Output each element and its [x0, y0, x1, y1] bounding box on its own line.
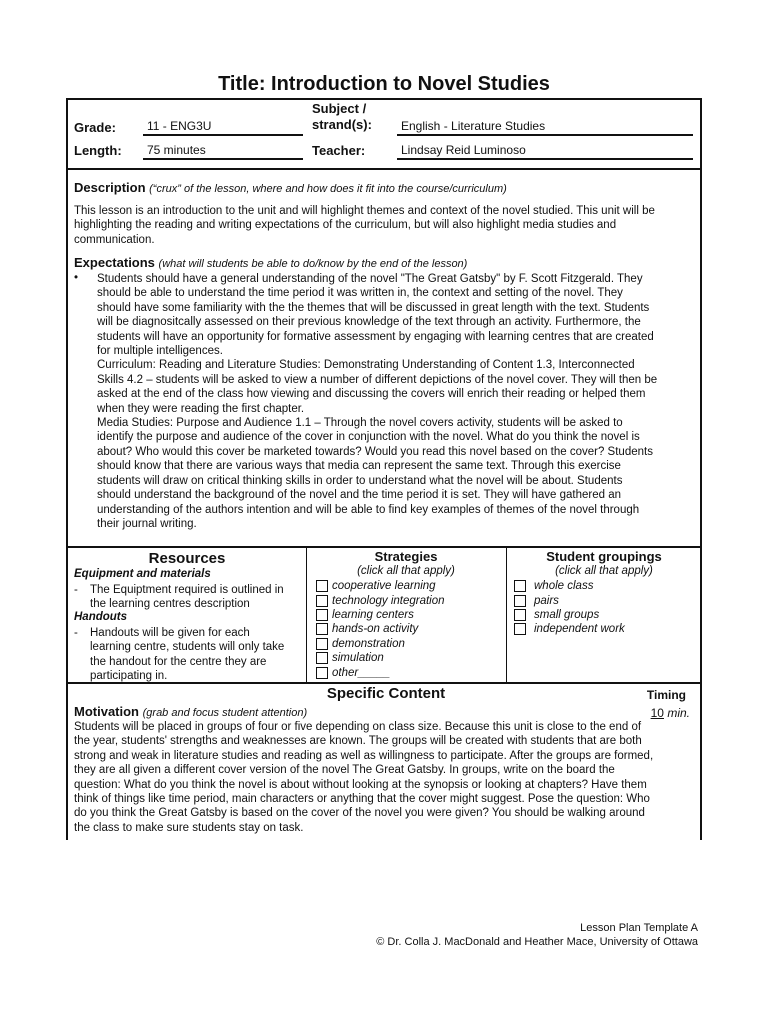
grouping-label: independent work [534, 623, 625, 636]
grade-label: Grade: [74, 120, 116, 135]
subject-field[interactable]: English - Literature Studies [397, 119, 693, 136]
motivation-line: do you think the Great Gatsby is based on the cover of the novel you were given? You should be walking around [74, 807, 645, 820]
strategies-list [316, 579, 445, 680]
expectations-line: Students should have a general understanding of the novel "The Great Gatsby" by F. Scott Fitzgerald. They [97, 273, 643, 285]
expectations-line: Curriculum: Reading and Literature Studies: Demonstrating Understanding of Content 1.3, Interconnected [97, 359, 635, 372]
grouping-label: pairs [534, 594, 559, 607]
motivation-line: question: What do you think the novel is about without looking at the synopsis or looking at chapters? Have them [74, 778, 647, 791]
motivation-line: strong and weak in literature studies and reading as well as willingness to participate. After the groups are formed, [74, 749, 654, 762]
strategy-option[interactable] [316, 651, 445, 665]
subject-label-line2: strand(s): [312, 117, 372, 132]
checkbox[interactable] [514, 623, 526, 635]
description-title: Description [74, 180, 146, 195]
checkbox[interactable] [316, 623, 328, 635]
strategy-label: learning centers [332, 608, 414, 621]
handouts-dash: - [74, 627, 78, 639]
description-line: highlighting the reading and writing expectations of the curriculum, but will also highlight media studies and [74, 219, 617, 232]
subject-label-line1: Subject / [312, 101, 367, 116]
timing-unit: min. [667, 706, 690, 720]
strategy-label: technology integration [332, 594, 445, 607]
footer-template-name: Lesson Plan Template A [580, 922, 698, 934]
motivation-line: Students will be placed in groups of four or five depending on class size. Because this unit is close to the end of [74, 721, 642, 733]
motivation-line: they are all given a different cover version of the novel The Great Gatsby. In groups, write on the board the [74, 764, 615, 777]
expectations-line: Media Studies: Purpose and Audience 1.1 – Through the novel covers activity, students will be asked to [97, 417, 623, 430]
groupings-list [514, 579, 625, 637]
specific-content-heading: Specific Content [326, 685, 446, 702]
expectations-line: students will have an opportunity for formative assessment by engaging with learning centres that are created [97, 330, 654, 343]
page-title: Title: Introduction to Novel Studies [218, 73, 550, 95]
motivation-title: Motivation [74, 704, 139, 719]
strategy-label: cooperative learning [332, 580, 436, 593]
motivation-note: (grab and focus student attention) [142, 707, 308, 719]
strategy-option[interactable] [316, 637, 445, 651]
handouts-heading: Handouts [74, 611, 128, 623]
length-label: Length: [74, 143, 122, 158]
strategy-option[interactable] [316, 608, 445, 622]
checkbox[interactable] [316, 638, 328, 650]
strategy-label: hands-on activity [332, 623, 419, 636]
expectations-line: understanding of the authors intention and will be able to find key examples of themes of the novel through [97, 503, 640, 516]
handouts-line: the handout for the centre they are [90, 655, 267, 668]
teacher-label: Teacher: [312, 143, 366, 158]
groupings-heading: Student groupings [546, 549, 662, 564]
length-field[interactable]: 75 minutes [143, 143, 303, 160]
strategy-option[interactable] [316, 622, 445, 636]
expectations-line: Skills 4.2 – students will be asked to view a number of different depictions of the novel cover. They will then be [97, 373, 658, 386]
expectations-divider [68, 546, 700, 548]
motivation-text [74, 720, 702, 835]
expectations-line: students will draw on critical thinking skills in order to understand what the novel will be about. Students [97, 474, 623, 487]
expectations-line: when they were reading the first chapter. [97, 402, 305, 415]
timing-value-group [651, 706, 690, 720]
strategies-subheading: (click all that apply) [357, 565, 455, 577]
strategy-label: simulation [332, 652, 384, 665]
description-note: (“crux” of the lesson, where and how does it fit into the course/curriculum) [149, 183, 507, 195]
strategy-option[interactable] [316, 579, 445, 593]
checkbox[interactable] [514, 595, 526, 607]
footer-copyright: © Dr. Colla J. MacDonald and Heather Mace, University of Ottawa [376, 936, 698, 948]
checkbox[interactable] [316, 667, 328, 679]
grouping-option[interactable] [514, 608, 625, 622]
motivation-line: think of things like time period, main characters or anything that the cover might suggest. Pose the question: Who [74, 793, 650, 806]
grouping-option[interactable] [514, 622, 625, 636]
handouts-line: participating in. [90, 670, 168, 683]
expectations-line: asked at the end of the class how viewing and discussing the covers will enrich their reading or helped them [97, 388, 646, 401]
checkbox[interactable] [514, 580, 526, 592]
handouts-line: learning centre, students will only take [90, 641, 285, 654]
header-divider [68, 168, 700, 170]
lesson-plan-frame [66, 98, 702, 840]
description-heading [74, 180, 507, 195]
expectations-line: should understand the background of the novel and the time period it is set. They will have gathered an [97, 489, 622, 502]
timing-label: Timing [646, 688, 686, 702]
columns-divider [68, 682, 700, 684]
teacher-field[interactable]: Lindsay Reid Luminoso [397, 143, 693, 160]
grade-field[interactable]: 11 - ENG3U [143, 119, 303, 136]
motivation-heading [74, 704, 307, 719]
strategies-heading: Strategies [374, 549, 438, 564]
description-line: communication. [74, 233, 155, 246]
timing-value[interactable]: 10 [650, 706, 664, 720]
expectations-bullet: • [74, 272, 79, 284]
expectations-line: should have some familiarity with the the themes that will be discussed in great length with the text. Students [97, 301, 650, 314]
grouping-option[interactable] [514, 593, 625, 607]
expectations-text [97, 272, 701, 531]
expectations-line: will be diagnositcally assessed on their previous knowledge of the text through an activity. Furthermore, the [97, 316, 641, 329]
expectations-line: should know that there are various ways that media can represent the same text. Through this exercise [97, 460, 621, 473]
expectations-line: identify the purpose and audience of the cover in conjunction with the novel. What do you think the novel is [97, 431, 640, 444]
expectations-note: (what will students be able to do/know by the end of the lesson) [158, 258, 468, 270]
groupings-subheading: (click all that apply) [555, 565, 653, 577]
checkbox[interactable] [514, 609, 526, 621]
equipment-text [90, 583, 302, 612]
strategy-option[interactable] [316, 593, 445, 607]
description-text [74, 204, 700, 247]
expectations-line: their journal writing. [97, 517, 197, 530]
equipment-dash: - [74, 584, 78, 596]
equipment-line: The Equiptment required is outlined in [90, 584, 284, 596]
expectations-title: Expectations [74, 255, 155, 270]
strategy-option[interactable] [316, 665, 445, 679]
resources-heading: Resources [148, 550, 226, 567]
expectations-line: about? Who would this cover be marketed towards? Would you read this novel based on the cover? Students [97, 445, 653, 458]
handouts-line: Handouts will be given for each [90, 627, 250, 639]
strategy-label: demonstration [332, 637, 405, 650]
grouping-option[interactable] [514, 579, 625, 593]
equipment-line: the learning centres description [90, 598, 250, 611]
checkbox[interactable] [316, 609, 328, 621]
description-line: This lesson is an introduction to the unit and will highlight themes and context of the novel studied. This unit will be [74, 205, 655, 217]
handouts-text [90, 626, 302, 684]
motivation-line: the class to make sure students stay on task. [74, 821, 304, 834]
checkbox[interactable] [316, 652, 328, 664]
expectations-heading [74, 255, 467, 270]
grouping-label: small groups [534, 608, 600, 621]
equipment-heading: Equipment and materials [74, 568, 211, 580]
grouping-label: whole class [534, 580, 594, 593]
strategy-label: other_____ [332, 666, 391, 679]
checkbox[interactable] [316, 595, 328, 607]
motivation-line: the year, students' strengths and weaknesses are known. The groups will be created with students that are both [74, 735, 642, 748]
checkbox[interactable] [316, 580, 328, 592]
expectations-line: should be able to understand the time period it was written in, the context and setting of the novel. They [97, 287, 623, 300]
expectations-line: for multiple intelligences. [97, 345, 223, 358]
